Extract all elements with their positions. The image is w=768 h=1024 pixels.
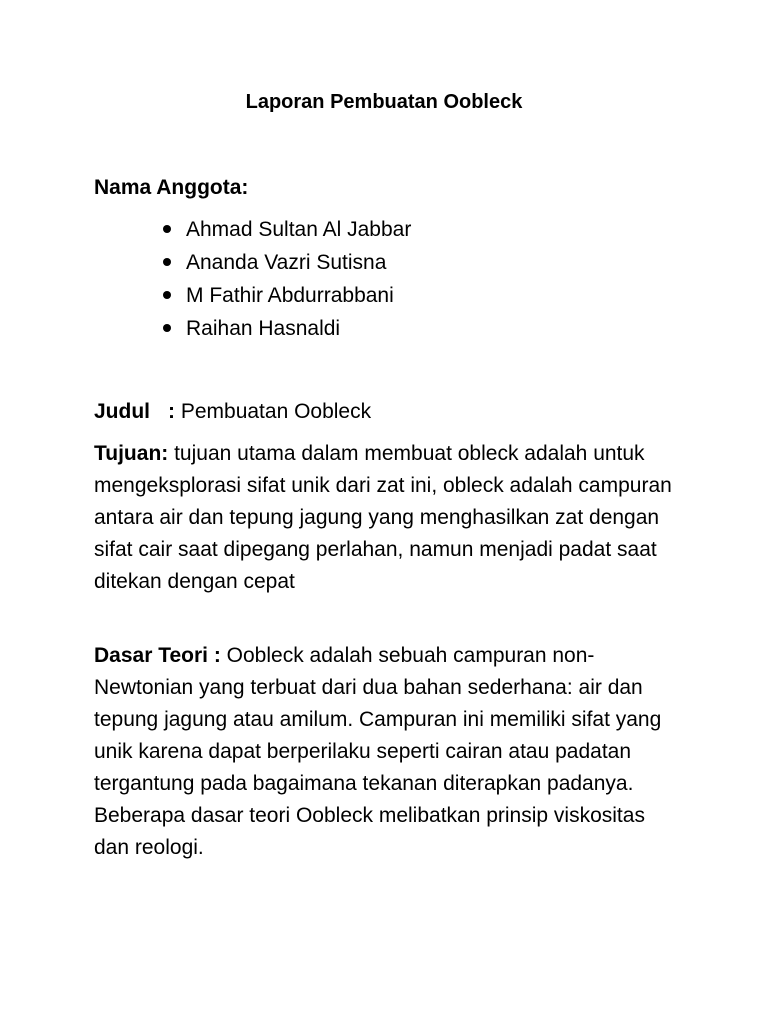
judul-label: Judul	[94, 400, 150, 423]
dasar-teori-text: Oobleck adalah sebuah campuran non-Newtonian yang terbuat dari dua bahan sederhana: air dan tepung jagung atau amilum. Campuran ini memiliki sifat yang unik karena dapat berperilaku seperti cairan atau padatan tergantung pada bagaimana tekanan diterapkan padanya. Beberapa dasar teori Oobleck melibatkan prinsip viskositas dan reologi.	[94, 644, 662, 859]
document-title: Laporan Pembuatan Oobleck	[245, 91, 523, 113]
list-item	[163, 213, 411, 246]
member-name: M Fathir Abdurrabbani	[186, 284, 394, 307]
list-item	[163, 312, 411, 345]
tujuan-text: tujuan utama dalam membuat obleck adalah untuk mengeksplorasi sifat unik dari zat ini, obleck adalah campuran antara air dan tepung jagung yang menghasilkan zat dengan sifat cair saat dipegang perlahan, namun menjadi padat saat ditekan dengan cepat	[94, 442, 672, 593]
judul-colon: :	[168, 400, 175, 423]
judul-line	[94, 396, 684, 428]
dasar-teori-paragraph	[94, 640, 684, 864]
list-item	[163, 246, 411, 279]
members-heading: Nama Anggota:	[94, 176, 249, 199]
bullet-icon	[163, 291, 171, 299]
bullet-icon	[163, 225, 171, 233]
member-name: Raihan Hasnaldi	[186, 317, 341, 340]
members-list	[163, 213, 411, 345]
tujuan-paragraph	[94, 438, 684, 598]
dasar-teori-label: Dasar Teori :	[94, 644, 221, 667]
member-name: Ananda Vazri Sutisna	[186, 251, 387, 274]
bullet-icon	[163, 324, 171, 332]
bullet-icon	[163, 258, 171, 266]
tujuan-label: Tujuan:	[94, 442, 169, 465]
member-name: Ahmad Sultan Al Jabbar	[186, 218, 412, 241]
list-item	[163, 279, 411, 312]
judul-value: Pembuatan Oobleck	[175, 400, 372, 423]
